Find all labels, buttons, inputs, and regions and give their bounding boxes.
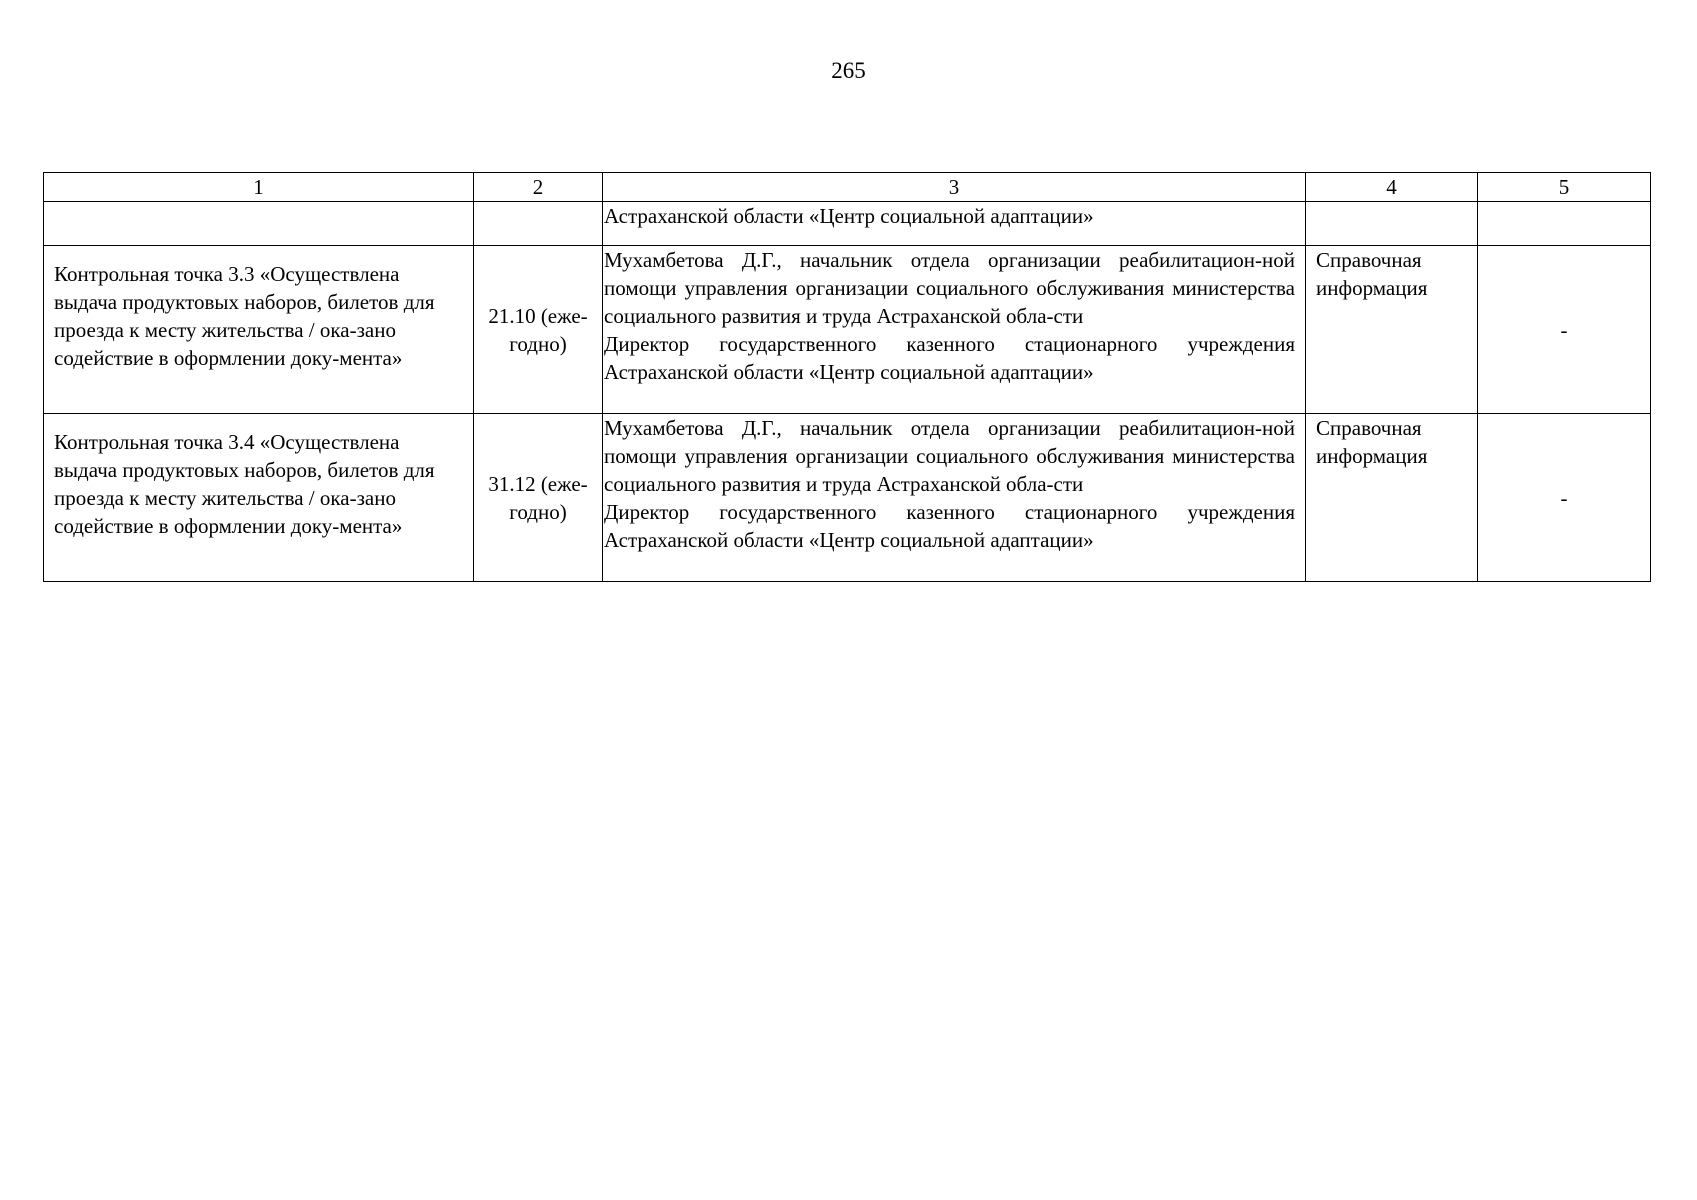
- header-col-1: 1: [44, 173, 474, 202]
- checkpoints-table: [43, 172, 1651, 582]
- note-cell: -: [1478, 246, 1651, 414]
- header-col-5: 5: [1478, 173, 1651, 202]
- table-header-row: [44, 173, 1651, 202]
- table-row: [44, 246, 1651, 414]
- responsible-cell: [603, 414, 1306, 582]
- continuation-col-5: [1478, 202, 1651, 246]
- table-row: [44, 414, 1651, 582]
- header-col-2: 2: [474, 173, 603, 202]
- checkpoint-cell: Контрольная точка 3.3 «Осуществлена выдача продуктовых наборов, билетов для проезда к месту жительства / ока-зано содействие в оформлении доку-мента»: [44, 246, 474, 414]
- note-cell: -: [1478, 414, 1651, 582]
- responsible-director: Директор государственного казенного стационарного учреждения Астраханской области «Центр социальной адаптации»: [604, 332, 1295, 384]
- date-cell: 31.12 (еже-годно): [474, 414, 603, 582]
- responsible-cell: [603, 246, 1306, 414]
- continuation-col-2: [474, 202, 603, 246]
- continuation-responsible: Астраханской области «Центр социальной адаптации»: [603, 202, 1306, 246]
- page-number: 265: [831, 58, 866, 83]
- document-cell: Справочная информация: [1306, 414, 1478, 582]
- header-col-4: 4: [1306, 173, 1478, 202]
- document-cell: Справочная информация: [1306, 246, 1478, 414]
- header-col-3: 3: [603, 173, 1306, 202]
- date-cell: 21.10 (еже-годно): [474, 246, 603, 414]
- responsible-director: Директор государственного казенного стационарного учреждения Астраханской области «Центр социальной адаптации»: [604, 500, 1295, 552]
- responsible-primary: Мухамбетова Д.Г., начальник отдела организации реабилитацион-ной помощи управления организации социального обслуживания министерства социального развития и труда Астраханской обла-сти: [604, 248, 1295, 328]
- responsible-primary: Мухамбетова Д.Г., начальник отдела организации реабилитацион-ной помощи управления организации социального обслуживания министерства социального развития и труда Астраханской обла-сти: [604, 416, 1295, 496]
- continuation-row: [44, 202, 1651, 246]
- continuation-col-4: [1306, 202, 1478, 246]
- checkpoint-cell: Контрольная точка 3.4 «Осуществлена выдача продуктовых наборов, билетов для проезда к месту жительства / ока-зано содействие в оформлении доку-мента»: [44, 414, 474, 582]
- continuation-col-1: [44, 202, 474, 246]
